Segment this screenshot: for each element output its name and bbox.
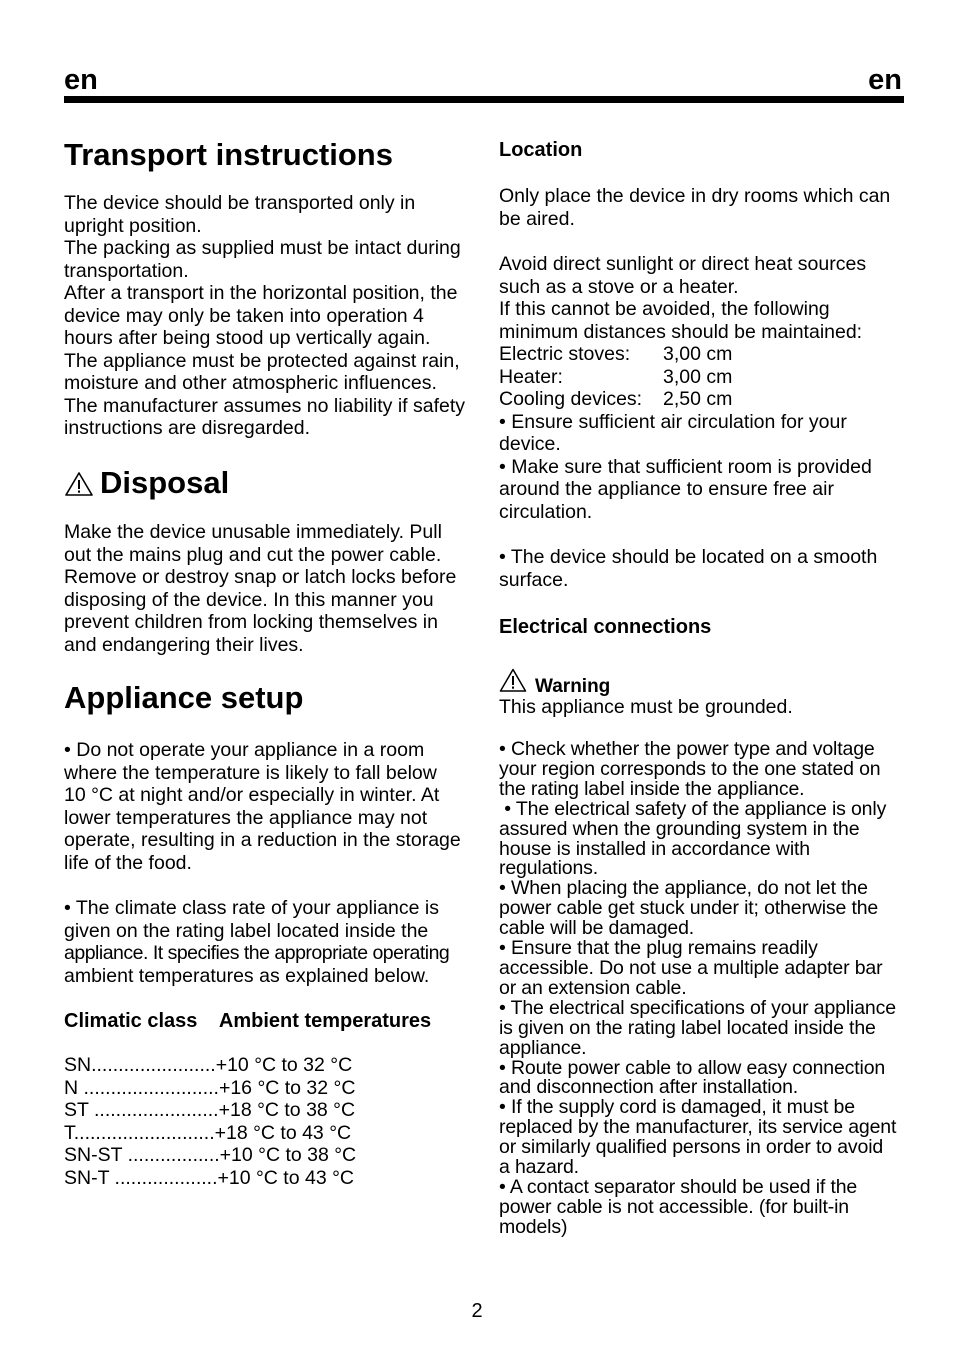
- text-line: device may only be taken into operation 4: [64, 304, 424, 327]
- text-line: hours after being stood up vertically again.: [64, 327, 431, 349]
- text-line: power cable get stuck under it; otherwise the: [499, 897, 879, 920]
- setup-bullet-2: [64, 897, 449, 987]
- location-para-2: [499, 253, 872, 523]
- distance-label: Cooling devices:: [499, 388, 643, 410]
- text-line: and disconnection after installation.: [499, 1076, 799, 1099]
- text-line: or an extension cable.: [499, 976, 687, 999]
- climate-row: ST .......................+18 °C to 38 °C: [64, 1099, 356, 1121]
- setup-title: Appliance setup: [64, 680, 304, 715]
- electrical-title: Electrical connections: [499, 616, 712, 638]
- distance-value: 3,00 cm: [663, 343, 733, 365]
- climate-row: SN-T ...................+10 °C to 43 °C: [64, 1166, 354, 1189]
- warning-text: [499, 696, 793, 719]
- text-line: moisture and other atmospheric influences.: [64, 372, 437, 394]
- text-line: life of the food.: [64, 851, 192, 874]
- distance-value: 3,00 cm: [663, 365, 733, 388]
- text-line: out the mains plug and cut the power cable.: [64, 543, 442, 566]
- text-line: power cable is not accessible. (for built-in: [499, 1195, 849, 1218]
- text-line: After a transport in the horizontal position, the: [64, 282, 458, 304]
- distance-label: Heater:: [499, 365, 563, 388]
- text-line: Only place the device in dry rooms which can: [499, 185, 891, 207]
- text-line: Avoid direct sunlight or direct heat sources: [499, 253, 867, 275]
- text-line: circulation.: [499, 500, 593, 523]
- climate-table: [64, 1054, 356, 1189]
- text-line: appliance. It specifies the appropriate operating: [64, 942, 450, 964]
- language-code-left: en: [64, 64, 98, 96]
- text-line: lower temperatures the appliance may not: [64, 806, 428, 829]
- language-code-right: en: [868, 64, 902, 96]
- text-line: The appliance must be protected against rain,: [64, 349, 460, 372]
- text-line: The manufacturer assumes no liability if safety: [64, 394, 466, 417]
- text-line: This appliance must be grounded.: [499, 696, 793, 718]
- text-line: ambient temperatures as explained below.: [64, 964, 430, 987]
- disposal-title: [64, 465, 229, 505]
- climate-table-header: Climatic class Ambient temperatures: [64, 1010, 432, 1032]
- text-line: models): [499, 1215, 568, 1238]
- text-line: given on the rating label located inside the: [64, 919, 429, 942]
- distance-row: [499, 388, 872, 411]
- disposal-title-text: Disposal: [100, 465, 230, 500]
- climate-row: SN.......................+10 °C to 32 °C: [64, 1054, 353, 1076]
- text-line: house is installed in accordance with: [499, 837, 810, 860]
- text-line: disposing of the device. In this manner you: [64, 588, 434, 611]
- text-line: is given on the rating label located inside the: [499, 1016, 876, 1039]
- text-line: and endangering their lives.: [64, 633, 304, 656]
- text-line: • When placing the appliance, do not let the: [499, 877, 868, 900]
- text-line: If this cannot be avoided, the following: [499, 298, 830, 320]
- text-line: • Route power cable to allow easy connection: [499, 1056, 886, 1079]
- text-line: Remove or destroy snap or latch locks before: [64, 566, 457, 588]
- climate-row: SN-ST .................+10 °C to 38 °C: [64, 1144, 357, 1166]
- transport-text: [64, 192, 465, 440]
- text-line: such as a stove or a heater.: [499, 275, 739, 298]
- warning-label: Warning: [535, 676, 611, 697]
- location-title: Location: [499, 139, 583, 161]
- location-para-4: [499, 546, 877, 591]
- text-line: • The electrical safety of the appliance is only: [499, 797, 887, 820]
- text-line: assured when the grounding system in the: [499, 817, 860, 840]
- distance-row: [499, 366, 872, 389]
- text-line: prevent children from locking themselves in: [64, 611, 438, 633]
- text-line: a hazard.: [499, 1156, 579, 1179]
- text-line: upright position.: [64, 214, 202, 237]
- text-line: Make the device unusable immediately. Pull: [64, 521, 442, 543]
- text-line: the rating label inside the appliance.: [499, 777, 805, 800]
- text-line: surface.: [499, 568, 569, 591]
- text-line: • Check whether the power type and voltage: [499, 738, 875, 760]
- text-line: • A contact separator should be used if the: [499, 1175, 858, 1198]
- text-line: 10 °C at night and/or especially in winter. At: [64, 784, 440, 806]
- climate-row: N .........................+16 °C to 32 °C: [64, 1076, 356, 1099]
- text-line: • Ensure that the plug remains readily: [499, 937, 818, 960]
- text-line: • If the supply cord is damaged, it must be: [499, 1096, 855, 1119]
- text-line: accessible. Do not use a multiple adapter bar: [499, 956, 883, 979]
- warning-triangle-icon: [64, 469, 94, 505]
- text-line: cable will be damaged.: [499, 917, 695, 940]
- setup-bullet-1: [64, 739, 461, 874]
- text-line: or similarly qualified persons in order to avoid: [499, 1136, 884, 1159]
- text-line: device.: [499, 433, 561, 455]
- text-line: operate, resulting in a reduction in the storage: [64, 829, 461, 851]
- text-line: be aired.: [499, 207, 575, 230]
- text-line: • Ensure sufficient air circulation for your: [499, 410, 847, 433]
- text-line: • The electrical specifications of your appliance: [499, 996, 896, 1019]
- text-line: your region corresponds to the one stated on: [499, 757, 881, 780]
- page-number: 2: [471, 1300, 483, 1322]
- text-line: The packing as supplied must be intact during: [64, 237, 461, 259]
- transport-title: Transport instructions: [64, 137, 393, 172]
- text-line: • The climate class rate of your appliance is: [64, 897, 439, 919]
- text-line: minimum distances should be maintained:: [499, 320, 863, 343]
- location-para-1: [499, 185, 890, 230]
- electrical-text: [499, 740, 896, 1238]
- text-line: where the temperature is likely to fall below: [64, 761, 437, 784]
- text-line: appliance.: [499, 1036, 587, 1059]
- distance-value: 2,50 cm: [663, 388, 733, 410]
- text-line: • Do not operate your appliance in a room: [64, 739, 425, 761]
- climate-row: T..........................+18 °C to 43 °C: [64, 1121, 352, 1144]
- text-line: instructions are disregarded.: [64, 417, 311, 439]
- disposal-text: [64, 521, 456, 656]
- text-line: • The device should be located on a smooth: [499, 546, 878, 568]
- text-line: • Make sure that sufficient room is provided: [499, 455, 872, 478]
- text-line: The device should be transported only in: [64, 192, 416, 214]
- distance-row: [499, 343, 872, 366]
- header-rule: [64, 96, 904, 103]
- text-line: transportation.: [64, 259, 189, 282]
- distance-label: Electric stoves:: [499, 343, 631, 365]
- text-line: around the appliance to ensure free air: [499, 478, 834, 500]
- text-line: regulations.: [499, 857, 599, 880]
- text-line: replaced by the manufacturer, its service agent: [499, 1116, 897, 1139]
